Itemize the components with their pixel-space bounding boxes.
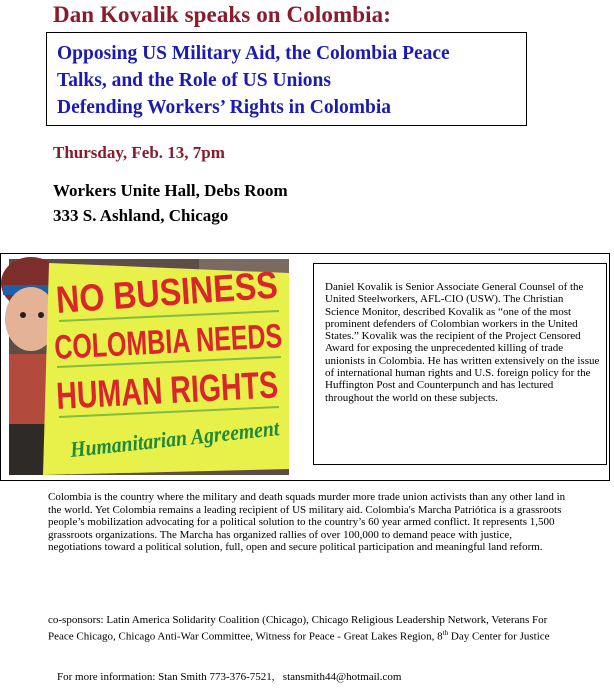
contact-email[interactable]: stansmith44@hotmail.com [282, 671, 402, 683]
subtitle-line: Defending Workers’ Rights in Colombia [57, 97, 392, 118]
protest-photo [9, 259, 366, 475]
contact-label: For more information: Stan Smith 773-376-7521, [57, 671, 275, 683]
subtitle-box [46, 32, 527, 126]
page-title: Dan Kovalik speaks on Colombia: [53, 2, 391, 27]
event-date: Thursday, Feb. 13, 7pm [53, 143, 225, 162]
contact-info [57, 671, 401, 683]
cosponsors-paragraph [48, 614, 568, 643]
sign-text-line: Humanitarian Agreement [68, 412, 305, 462]
cosponsors-text: co-sponsors: Latin America Solidarity Coalition (Chicago), Chicago Religious Leadership Network, Veterans For Peace Chicago, Chicago Anti-War Committee, Witness for Peace - Great Lakes Region, 8 [48, 614, 548, 643]
sign-text-line: NO BUSINESS [54, 261, 319, 322]
colombia-background-paragraph: Colombia is the country where the military and death squads murder more trade union activists than any other land in the world. Yet Colombia remains a leading recipient of US military aid. Colombia's Marcha Patriótica is a grassroots people’s mobilization advocating for a political solution to the country’s 60 year armed conflict. It represents 1,500 grassroots organizations. The Marcha has organized rallies of over 100,000 to demand peace with justice, negotiations toward a political solution, full, open and secure political participation and meaningful land reform. [48, 491, 566, 554]
protest-sign-illustration [9, 259, 366, 475]
subtitle-line: Talks, and the Role of US Unions [57, 70, 331, 91]
subtitle-line: Opposing US Military Aid, the Colombia Peace [57, 43, 450, 64]
speaker-bio: Daniel Kovalik is Senior Associate General Counsel of the United Steelworkers, AFL-CIO (USW). The Christian Science Monitor, described Kovalik as “one of the most prominent defenders of Colombian workers in the United States.” Kovalik was the recipient of the Project Censored Award for exposing the unprecedented killing of trade unionists in Colombia. He has written extensively on the issue of international human rights and U.S. foreign policy for the Huffington Post and Counterpunch and has lectured throughout the world on these subjects. [313, 263, 607, 465]
cosponsors-tail: Day Center for Justice [448, 630, 550, 643]
sign-text-line: HUMAN RIGHTS [55, 360, 353, 418]
sign-text-line: COLOMBIA NEEDS [53, 312, 366, 367]
venue-address: 333 S. Ashland, Chicago [53, 206, 229, 225]
ordinal-suffix: th [442, 628, 449, 637]
venue-name: Workers Unite Hall, Debs Room [53, 181, 288, 200]
